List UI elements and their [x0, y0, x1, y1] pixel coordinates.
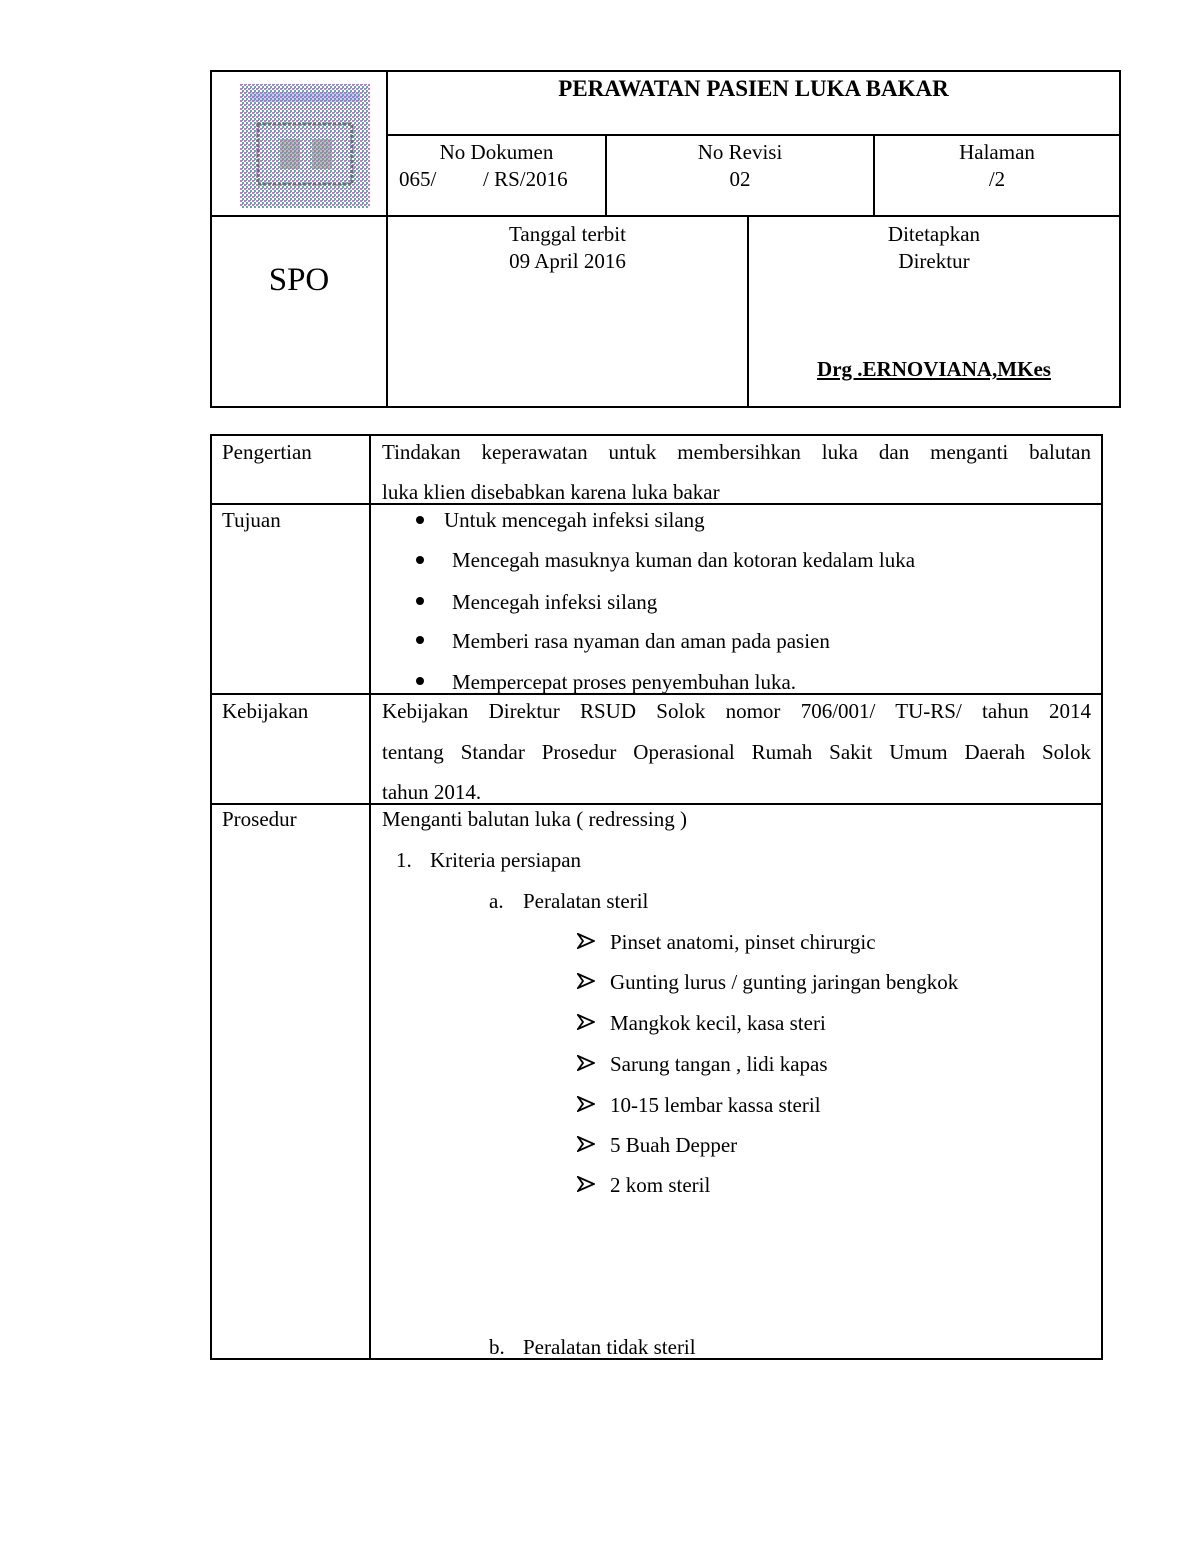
arrow-bullet-icon — [577, 1136, 595, 1152]
revision-value: 02 — [729, 167, 751, 191]
tool-item-5: 10-15 lembar kassa steril — [610, 1093, 821, 1117]
row-label-tujuan: Tujuan — [222, 508, 281, 532]
kebijakan-line-2: tentang Standar Prosedur Operasional Rumah Sakit Umum Daerah Solok — [382, 740, 1091, 764]
sub-a-title: Peralatan steril — [523, 889, 649, 913]
sub-a-letter: a. — [489, 889, 504, 913]
spo-label: SPO — [268, 262, 330, 298]
tujuan-item-3: Mencegah infeksi silang — [452, 590, 658, 614]
pengertian-line-1: Tindakan keperawatan untuk membersihkan luka dan menganti balutan — [382, 440, 1091, 464]
revision-label: No Revisi — [697, 140, 783, 164]
sub-b-letter: b. — [489, 1335, 505, 1359]
row-label-prosedur: Prosedur — [222, 807, 297, 831]
tool-item-6: 5 Buah Depper — [610, 1133, 738, 1157]
issued-label: Tanggal terbit — [509, 222, 626, 246]
tujuan-item-5: Mempercepat proses penyembuhan luka. — [452, 670, 797, 694]
arrow-bullet-icon — [577, 1055, 595, 1071]
arrow-bullet-icon — [577, 933, 595, 949]
document-title: PERAWATAN PASIEN LUKA BAKAR — [558, 76, 949, 101]
doc-number-suffix: / RS/2016 — [483, 167, 568, 191]
arrow-bullet-icon — [577, 1176, 595, 1192]
issued-date: 09 April 2016 — [509, 249, 626, 273]
page-value: /2 — [988, 167, 1006, 191]
doc-number-prefix: 065/ — [399, 167, 437, 191]
row-label-pengertian: Pengertian — [222, 440, 312, 464]
step-1-title: Kriteria persiapan — [430, 848, 582, 872]
arrow-bullet-icon — [577, 1014, 595, 1030]
tujuan-item-4: Memberi rasa nyaman dan aman pada pasien — [452, 629, 830, 653]
doc-number-label: No Dokumen — [439, 140, 554, 164]
bullet-icon — [416, 556, 424, 564]
approved-role: Direktur — [898, 249, 970, 273]
bullet-icon — [416, 636, 424, 644]
bullet-icon — [416, 597, 424, 605]
page-label: Halaman — [959, 140, 1035, 164]
signatory-name: Drg .ERNOVIANA,MKes — [817, 357, 1051, 381]
hospital-logo-icon — [240, 84, 370, 208]
bullet-icon — [416, 516, 424, 524]
approved-label: Ditetapkan — [887, 222, 981, 246]
tool-item-2: Gunting lurus / gunting jaringan bengkok — [610, 970, 959, 994]
arrow-bullet-icon — [577, 973, 595, 989]
tool-item-1: Pinset anatomi, pinset chirurgic — [610, 930, 876, 954]
prosedur-intro: Menganti balutan luka ( redressing ) — [382, 807, 687, 831]
row-label-kebijakan: Kebijakan — [222, 699, 309, 723]
step-number: 1. — [396, 848, 412, 872]
tool-item-3: Mangkok kecil, kasa steri — [610, 1011, 826, 1035]
tujuan-item-2: Mencegah masuknya kuman dan kotoran kedalam luka — [452, 548, 916, 572]
tool-item-4: Sarung tangan , lidi kapas — [610, 1052, 828, 1076]
sub-b-title: Peralatan tidak steril — [523, 1335, 696, 1359]
tujuan-item-1: Untuk mencegah infeksi silang — [444, 508, 705, 532]
kebijakan-line-1: Kebijakan Direktur RSUD Solok nomor 706/001/ TU-RS/ tahun 2014 — [382, 699, 1091, 723]
tool-item-7: 2 kom steril — [610, 1173, 711, 1197]
bullet-icon — [416, 677, 424, 685]
arrow-bullet-icon — [577, 1096, 595, 1112]
pengertian-line-2: luka klien disebabkan karena luka bakar — [382, 480, 720, 504]
kebijakan-line-3: tahun 2014. — [382, 780, 482, 804]
